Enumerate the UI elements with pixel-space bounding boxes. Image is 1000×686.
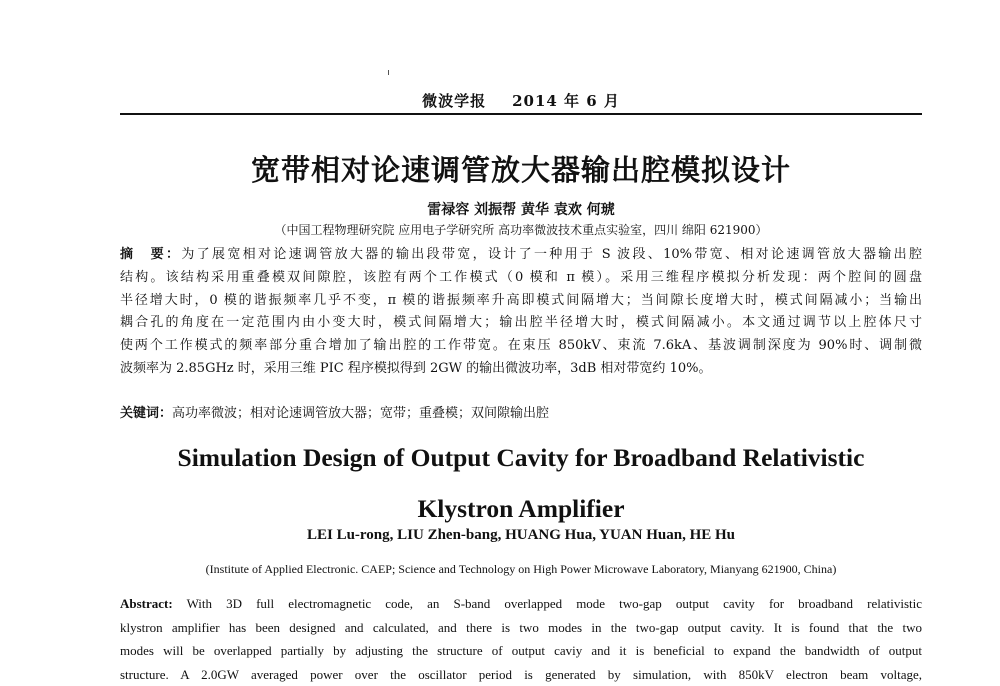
chinese-abstract-text: 为了展宽相对论速调管放大器的输出段带宽，设计了一种用于 S 波段、10%带宽、相对论速调管放大器输出腔 — [181, 247, 922, 262]
chinese-abstract-line: 使两个工作模式的频率部分重合增加了输出腔的工作带宽。在束压 850kV、束流 7.6kA、基波调制深度为 90%时、调制微 — [120, 335, 922, 358]
english-abstract-text: With 3D full electromagnetic code, an S-band overlapped mode two-gap output cavity for broadband relativistic — [187, 596, 922, 611]
english-abstract-label: Abstract: — [120, 596, 173, 611]
chinese-abstract-label: 摘 要： — [120, 247, 181, 262]
chinese-abstract-line — [120, 244, 922, 267]
margin-tick-mark — [388, 70, 389, 75]
chinese-keywords-text: 高功率微波；相对论速调管放大器；宽带；重叠模；双间隙输出腔 — [172, 406, 549, 421]
chinese-abstract-line: 波频率为 2.85GHz 时，采用三维 PIC 程序模拟得到 2GW 的输出微波功率，3dB 相对带宽约 10%。 — [120, 358, 922, 381]
running-header — [120, 90, 922, 108]
english-abstract-line: structure. A 2.0GW averaged power over the oscillator period is generated by simulation, with 850kV electron beam voltage, — [120, 663, 922, 686]
english-title — [120, 432, 922, 534]
chinese-abstract-line: 结构。该结构采用重叠模双间隙腔，该腔有两个工作模式（0 模和 π 模）。采用三维程序模拟分析发现：两个腔间的圆盘 — [120, 267, 922, 290]
english-abstract-line: klystron amplifier has been designed and calculated, and there is two modes in the two-gap output cavity. It is found that the two — [120, 616, 922, 640]
english-abstract-line — [120, 592, 922, 616]
chinese-abstract-line: 耦合孔的角度在一定范围内由小变大时，模式间隔增大；输出腔半径增大时，模式间隔减小。本文通过调节以上腔体尺寸 — [120, 312, 922, 335]
chinese-affiliation: （中国工程物理研究院 应用电子学研究所 高功率微波技术重点实验室，四川 绵阳 621900） — [120, 221, 922, 238]
chinese-title: 宽带相对论速调管放大器输出腔模拟设计 — [120, 148, 922, 189]
english-abstract-line: modes will be overlapped partially by adjusting the structure of output caviy and it is beneficial to expand the bandwidth of output — [120, 639, 922, 663]
header-rule — [120, 113, 922, 115]
chinese-keywords-label: 关键词： — [120, 406, 172, 421]
issue-date: 2014 年 6 月 — [512, 92, 620, 110]
english-title-line: Klystron Amplifier — [120, 483, 922, 534]
chinese-abstract — [120, 244, 922, 381]
english-abstract — [120, 592, 922, 686]
chinese-keywords — [120, 402, 922, 421]
english-affiliation: (Institute of Applied Electronic. CAEP; Science and Technology on High Power Microwave Laboratory, Mianyang 621900, China) — [120, 562, 922, 577]
chinese-authors: 雷禄容 刘振帮 黄华 袁欢 何琥 — [120, 199, 922, 219]
english-title-line: Simulation Design of Output Cavity for Broadband Relativistic — [120, 432, 922, 483]
chinese-abstract-line: 半径增大时，0 模的谐振频率几乎不变，π 模的谐振频率升高即模式间隔增大；当间隙长度增大时，模式间隔减小；当输出 — [120, 290, 922, 313]
journal-name: 微波学报 — [422, 92, 486, 110]
english-authors: LEI Lu-rong, LIU Zhen-bang, HUANG Hua, YUAN Huan, HE Hu — [120, 527, 922, 544]
